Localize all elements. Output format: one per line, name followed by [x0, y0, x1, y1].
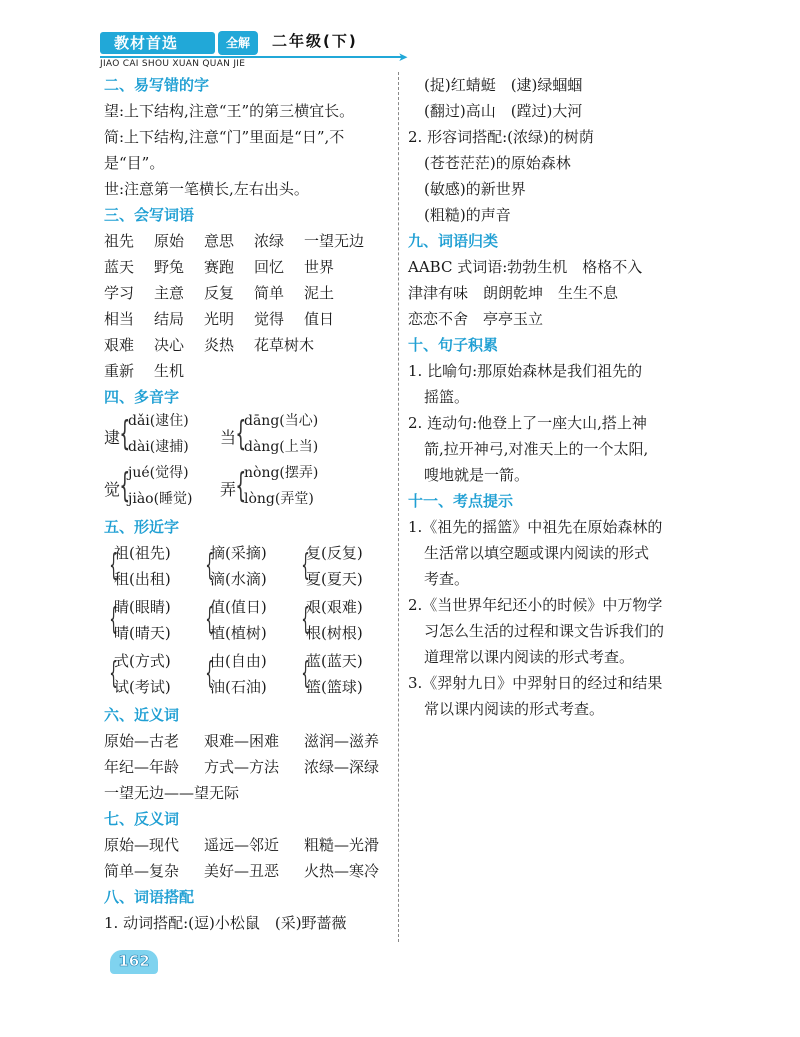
word: 浓绿: [254, 232, 285, 250]
synonym-pair: 浓绿—深绿: [304, 758, 380, 776]
polyphonic-char: 觉: [104, 480, 121, 499]
grade-label: 二年级(下): [272, 32, 358, 50]
word: 主意: [154, 284, 185, 302]
polyphonic-row: [104, 462, 394, 514]
polyphonic-row: [104, 410, 394, 462]
word: 值日: [304, 310, 335, 328]
series-title: 教材首选: [100, 32, 215, 54]
word: 回忆: [254, 258, 285, 276]
right-column: [408, 72, 698, 722]
text-line: 1. 动词搭配:(逗)小松鼠 (采)野蔷薇: [104, 914, 347, 932]
word: 野兔: [154, 258, 185, 276]
text-line: (翻过)高山 (蹚过)大河: [424, 102, 583, 120]
antonym-pair: 原始—现代: [104, 836, 180, 854]
text-line: 箭,拉开神弓,对准天上的一个太阳,: [424, 440, 649, 458]
brace-icon: {: [235, 466, 247, 506]
text-line: 望:上下结构,注意“王”的第三横宜长。: [104, 102, 355, 120]
word: 艰难: [104, 336, 135, 354]
antonym-pair: 粗糙—光滑: [304, 836, 380, 854]
similar-char: 复(反复): [306, 544, 363, 562]
similar-char: 油(石油): [210, 678, 267, 696]
word: 觉得: [254, 310, 285, 328]
section-title: 四、多音字: [104, 388, 180, 406]
section-title: 九、词语归类: [408, 232, 499, 250]
similar-char: 摘(采摘): [210, 544, 267, 562]
brace-icon: {: [109, 656, 118, 691]
similar-char-row: [104, 594, 394, 648]
reading: jiào(睡觉): [128, 491, 193, 507]
text-line: 2.《当世界年纪还小的时候》中万物学: [408, 596, 663, 614]
brace-icon: {: [119, 414, 131, 454]
text-line: 津津有味 朗朗乾坤 生生不息: [408, 284, 619, 302]
section-title: 五、形近字: [104, 518, 180, 536]
word: 决心: [154, 336, 185, 354]
text-line: 世:注意第一笔横长,左右出头。: [104, 180, 309, 198]
similar-char: 睛(眼睛): [114, 598, 171, 616]
reading: jué(觉得): [128, 465, 189, 481]
word: 相当: [104, 310, 135, 328]
word: 意思: [204, 232, 235, 250]
similar-char: 试(考试): [114, 678, 171, 696]
brace-icon: {: [109, 548, 118, 583]
reading: lòng(弄堂): [244, 491, 314, 507]
text-line: 2. 形容词搭配:(浓绿)的树荫: [408, 128, 594, 146]
word-row: [104, 332, 394, 358]
similar-char: 根(树根): [306, 624, 363, 642]
word: 世界: [304, 258, 335, 276]
brace-icon: {: [119, 466, 131, 506]
similar-char: 植(植树): [210, 624, 267, 642]
word: 反复: [204, 284, 235, 302]
text-line: 2. 连动句:他登上了一座大山,搭上神: [408, 414, 647, 432]
similar-char: 夏(夏天): [306, 570, 363, 588]
brace-icon: {: [301, 602, 310, 637]
text-line: (苍苍茫茫)的原始森林: [424, 154, 571, 172]
word: 祖先: [104, 232, 135, 250]
text-line: 1.《祖先的摇篮》中祖先在原始森林的: [408, 518, 663, 536]
similar-char: 由(自由): [210, 652, 267, 670]
brace-icon: {: [235, 414, 247, 454]
word: 花草树木: [254, 336, 315, 354]
word: 结局: [154, 310, 185, 328]
similar-char: 艰(艰难): [306, 598, 363, 616]
column-divider: [398, 72, 399, 942]
synonym-pair: 方式—方法: [204, 758, 280, 776]
text-line: 习怎么生活的过程和课文告诉我们的: [424, 622, 665, 640]
text-line: AABC 式词语:勃勃生机 格格不入: [408, 258, 643, 276]
similar-char: 式(方式): [114, 652, 171, 670]
antonym-pair: 火热—寒冷: [304, 862, 380, 880]
brace-icon: {: [301, 548, 310, 583]
word-row: [104, 306, 394, 332]
section-title: 三、会写词语: [104, 206, 195, 224]
text-line: 常以课内阅读的形式考查。: [424, 700, 605, 718]
word: 原始: [154, 232, 185, 250]
polyphonic-char: 逮: [104, 428, 121, 447]
series-pinyin: JIAO CAI SHOU XUAN QUAN JIE: [100, 59, 246, 69]
section-title: 七、反义词: [104, 810, 180, 828]
word: 学习: [104, 284, 135, 302]
similar-char: 租(出租): [114, 570, 171, 588]
left-column: [104, 72, 394, 936]
text-line: 生活常以填空题或课内阅读的形式: [424, 544, 650, 562]
similar-char: 滴(水滴): [210, 570, 267, 588]
brace-icon: {: [205, 602, 214, 637]
text-line: 摇篮。: [424, 388, 470, 406]
word: 重新: [104, 362, 135, 380]
text-line: 简:上下结构,注意“门”里面是“日”,不: [104, 128, 345, 146]
antonym-pair: 简单—复杂: [104, 862, 180, 880]
section-title: 八、词语搭配: [104, 888, 195, 906]
text-line: (敏感)的新世界: [424, 180, 526, 198]
polyphonic-char: 弄: [220, 480, 237, 499]
word-row: [104, 832, 394, 858]
text-line: 1. 比喻句:那原始森林是我们祖先的: [408, 362, 643, 380]
synonym-pair: 一望无边——望无际: [104, 784, 240, 802]
word-row: [104, 280, 394, 306]
reading: dǎi(逮住): [128, 413, 189, 429]
similar-char: 值(值日): [210, 598, 267, 616]
arrow-icon: ➤: [398, 50, 409, 64]
text-line: (捉)红蜻蜓 (逮)绿蝈蝈: [424, 76, 583, 94]
text-line: 考查。: [424, 570, 470, 588]
synonym-pair: 艰难—困难: [204, 732, 280, 750]
similar-char: 晴(晴天): [114, 624, 171, 642]
synonym-pair: 原始—古老: [104, 732, 180, 750]
word: 泥土: [304, 284, 335, 302]
reading: dāng(当心): [244, 413, 319, 429]
word: 蓝天: [104, 258, 135, 276]
antonym-pair: 美好—丑恶: [204, 862, 280, 880]
antonym-pair: 遥远—邻近: [204, 836, 280, 854]
similar-char-row: [104, 540, 394, 594]
text-line: 是“目”。: [104, 154, 165, 172]
word-row: [104, 780, 394, 806]
section-title: 十一、考点提示: [408, 492, 514, 510]
word-row: [104, 254, 394, 280]
page-header: [100, 28, 410, 68]
reading: dài(逮捕): [128, 439, 189, 455]
page-number: 162: [118, 952, 150, 970]
similar-char: 祖(祖先): [114, 544, 171, 562]
text-line: 道理常以课内阅读的形式考查。: [424, 648, 635, 666]
word: 简单: [254, 284, 285, 302]
brace-icon: {: [205, 548, 214, 583]
section-title: 十、句子积累: [408, 336, 499, 354]
section-title: 二、易写错的字: [104, 76, 210, 94]
word-row: [104, 728, 394, 754]
word-row: [104, 858, 394, 884]
word-row: [104, 228, 394, 254]
header-rule: [100, 56, 405, 58]
word: 赛跑: [204, 258, 235, 276]
word: 一望无边: [304, 232, 365, 250]
word-row: [104, 754, 394, 780]
synonym-pair: 年纪—年龄: [104, 758, 180, 776]
text-line: 3.《羿射九日》中羿射日的经过和结果: [408, 674, 663, 692]
word: 光明: [204, 310, 235, 328]
text-line: 恋恋不舍 亭亭玉立: [408, 310, 544, 328]
brace-icon: {: [109, 602, 118, 637]
word-row: [104, 358, 394, 384]
synonym-pair: 滋润—滋养: [304, 732, 380, 750]
page-number-badge: [110, 950, 158, 974]
similar-char-row: [104, 648, 394, 702]
similar-char: 蓝(蓝天): [306, 652, 363, 670]
word: 炎热: [204, 336, 235, 354]
text-line: 嗖地就是一箭。: [424, 466, 530, 484]
text-line: (粗糙)的声音: [424, 206, 511, 224]
similar-char: 篮(篮球): [306, 678, 363, 696]
series-logo: 全解: [218, 31, 258, 55]
brace-icon: {: [301, 656, 310, 691]
reading: dàng(上当): [244, 439, 319, 455]
word: 生机: [154, 362, 185, 380]
polyphonic-char: 当: [220, 428, 237, 447]
brace-icon: {: [205, 656, 214, 691]
section-title: 六、近义词: [104, 706, 180, 724]
reading: nòng(摆弄): [244, 465, 319, 481]
